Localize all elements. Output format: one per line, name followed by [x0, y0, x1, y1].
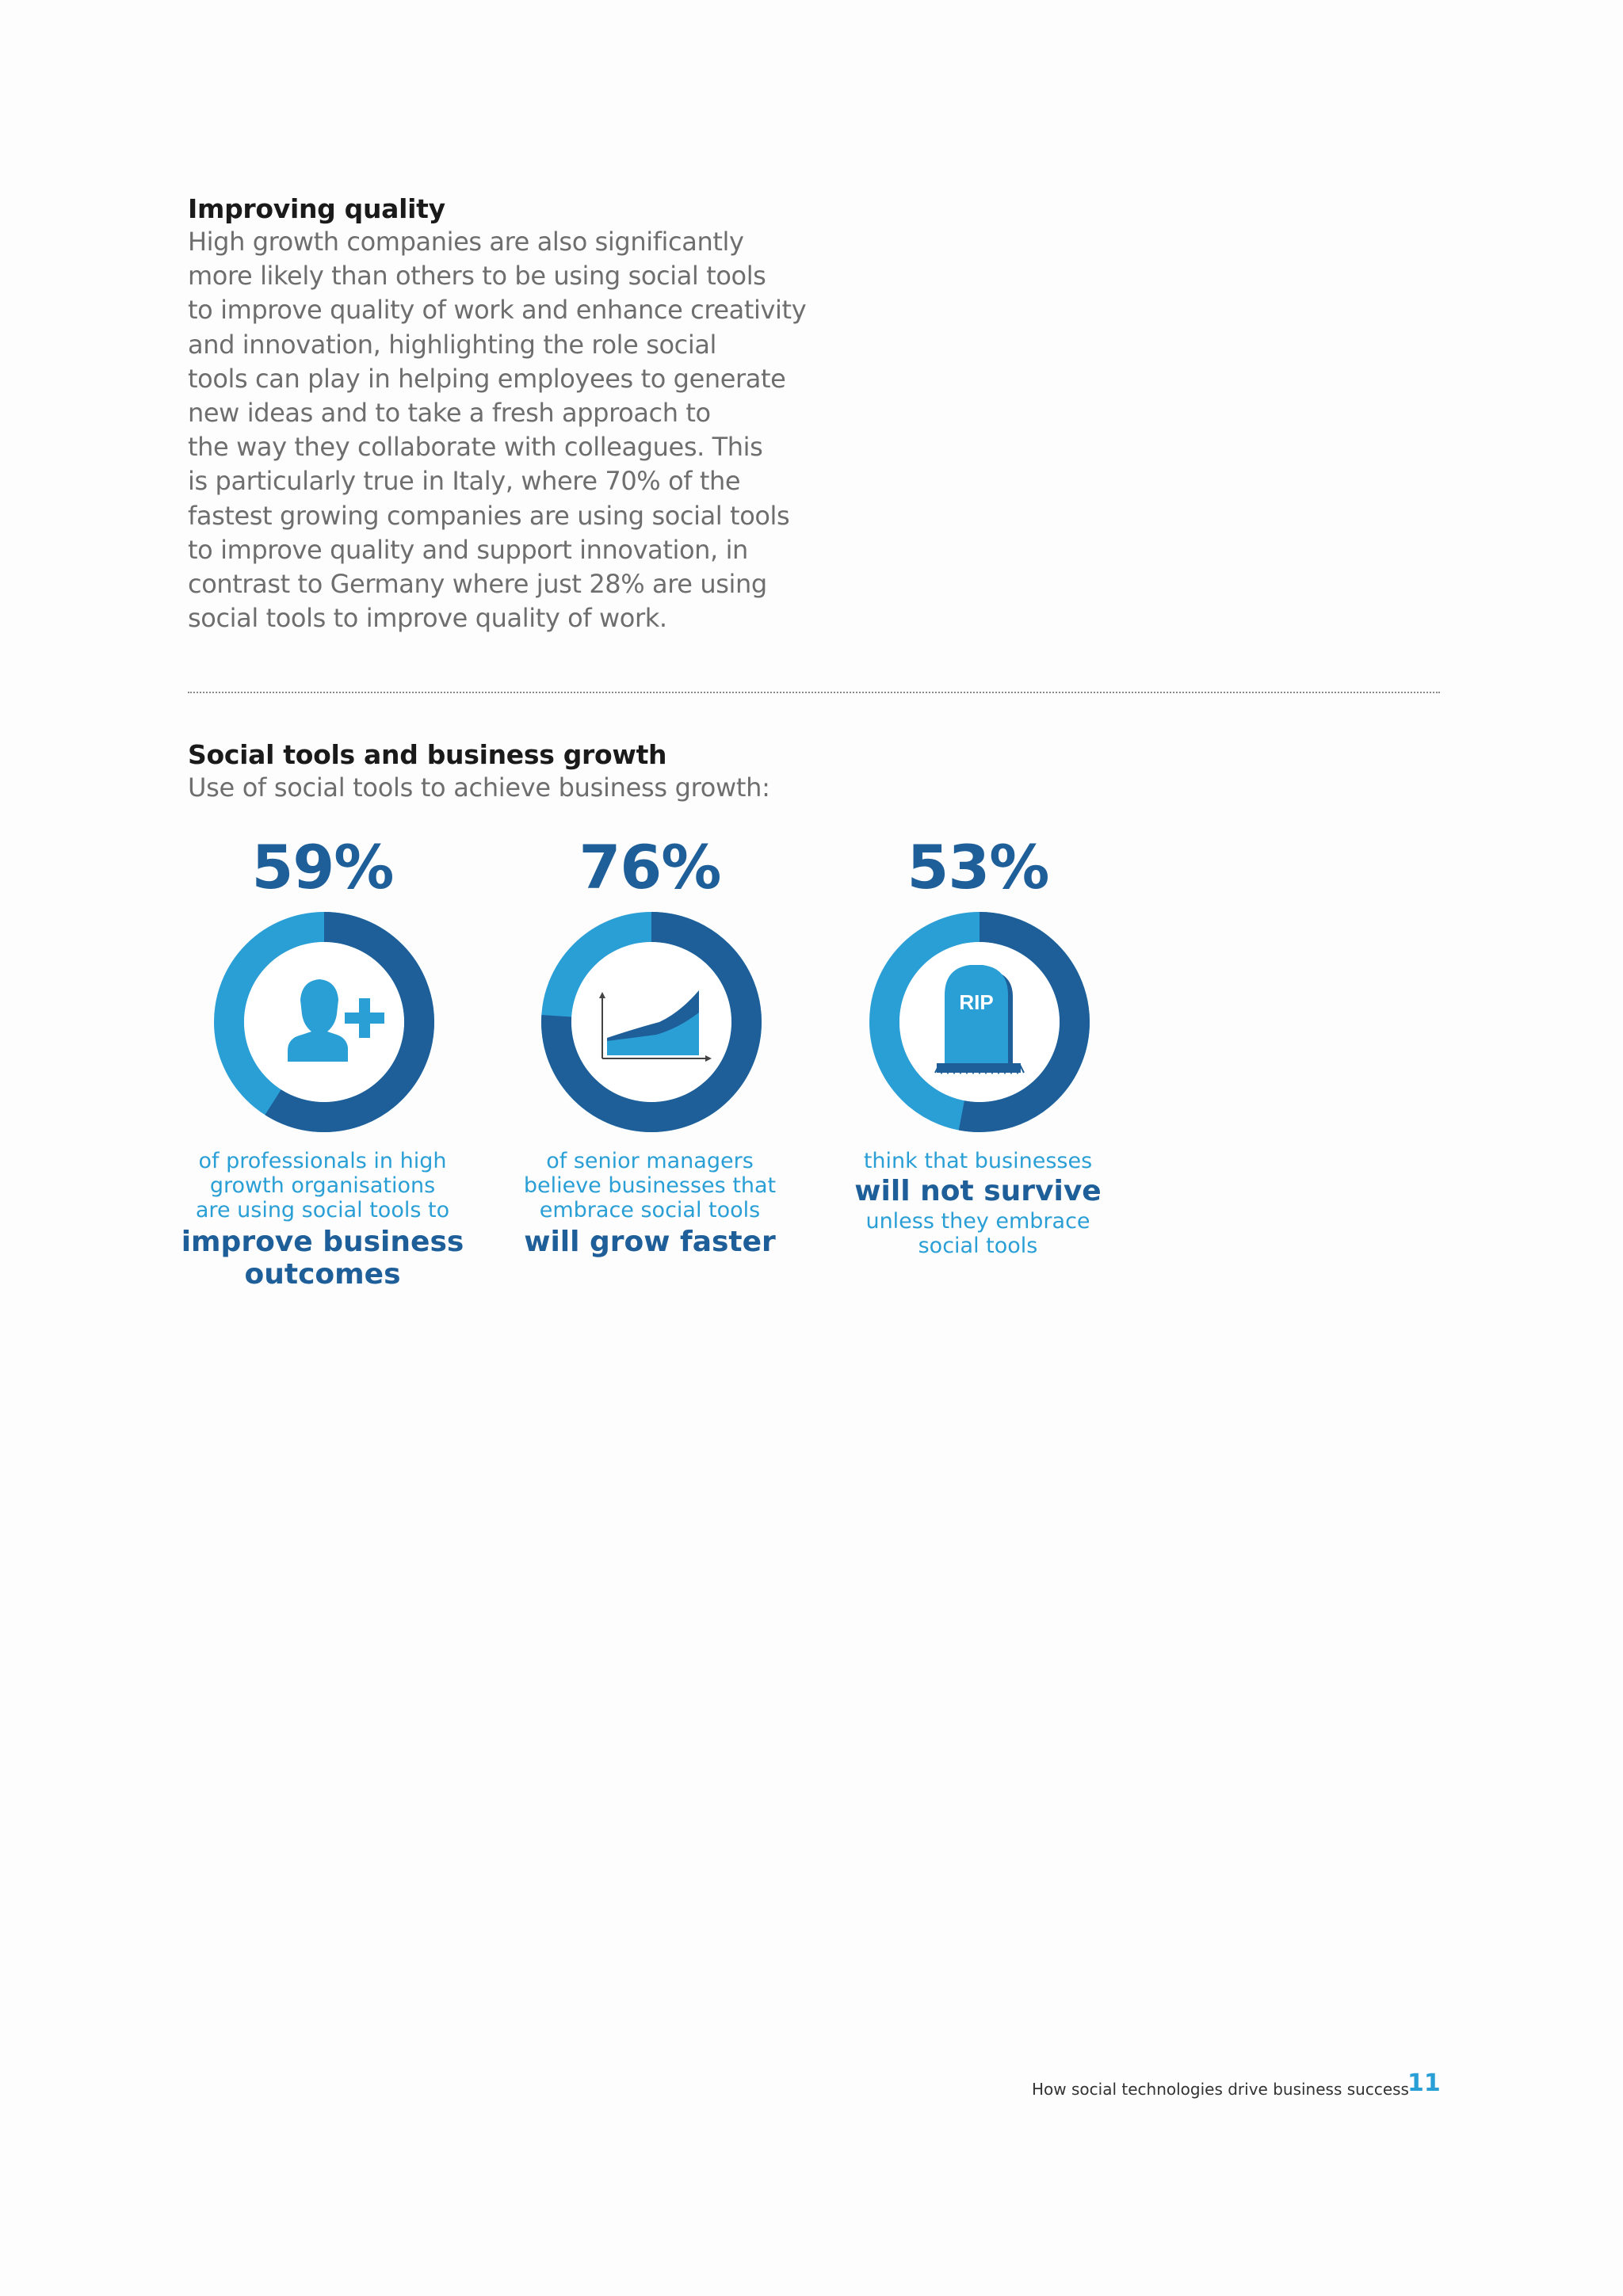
description-line: unless they embrace: [865, 1209, 1090, 1234]
description-line: embrace social tools: [539, 1198, 761, 1222]
emphasis-line: improve business: [181, 1226, 464, 1258]
page-number: 11: [1407, 2069, 1441, 2097]
stat-percentage: 53%: [907, 832, 1049, 902]
description-emphasis: will grow faster: [524, 1226, 776, 1258]
description-line: growth organisations: [209, 1173, 436, 1198]
description-emphasis: will not survive: [854, 1175, 1102, 1207]
donut-chart: [869, 911, 1090, 1133]
paragraph-line: High growth companies are also significantly: [188, 227, 744, 257]
description-emphasis: [156, 1226, 489, 1291]
description-line: of professionals in high: [198, 1149, 447, 1173]
stat-percentage: 76%: [579, 832, 721, 902]
section-heading-social-tools: Social tools and business growth: [188, 739, 667, 770]
improving-quality-paragraph: [188, 225, 806, 635]
paragraph-line: new ideas and to take a fresh approach to: [188, 398, 711, 429]
description-line: believe businesses that: [523, 1173, 777, 1198]
paragraph-line: is particularly true in Italy, where 70% of the: [188, 466, 741, 497]
paragraph-line: fastest growing companies are using social tools: [188, 500, 790, 531]
donut-chart: [540, 911, 762, 1133]
stat-percentage: 59%: [251, 832, 394, 902]
paragraph-line: tools can play in helping employees to generate: [188, 363, 786, 394]
paragraph-line: and innovation, highlighting the role social: [188, 329, 717, 360]
emphasis-line: outcomes: [244, 1258, 401, 1291]
paragraph-line: to improve quality and support innovation, in: [188, 534, 748, 565]
stat-card-grow-faster: [483, 832, 816, 1307]
stat-description: [156, 1149, 489, 1291]
description-line: of senior managers: [546, 1149, 754, 1173]
section-heading-improving-quality: Improving quality: [188, 193, 445, 224]
paragraph-line: contrast to Germany where just 28% are using: [188, 569, 767, 600]
section-subtitle: Use of social tools to achieve business growth:: [188, 772, 770, 803]
donut-center: [571, 942, 731, 1102]
paragraph-line: to improve quality of work and enhance creativity: [188, 295, 807, 326]
tombstone-label: RIP: [959, 990, 994, 1014]
stat-description: [812, 1149, 1144, 1258]
description-line: think that businesses: [863, 1149, 1093, 1173]
description-line: are using social tools to: [195, 1198, 450, 1222]
paragraph-line: more likely than others to be using social tools: [188, 261, 766, 292]
paragraph-line: the way they collaborate with colleagues. This: [188, 432, 763, 463]
paragraph-line: social tools to improve quality of work.: [188, 603, 667, 634]
stat-description: [483, 1149, 816, 1258]
footer-title: How social technologies drive business success: [1032, 2080, 1409, 2099]
stat-card-not-survive: [812, 832, 1144, 1307]
description-line: social tools: [918, 1234, 1038, 1258]
stat-card-improve-outcomes: [156, 832, 489, 1307]
dotted-divider: [188, 692, 1440, 693]
donut-chart: [213, 911, 435, 1133]
